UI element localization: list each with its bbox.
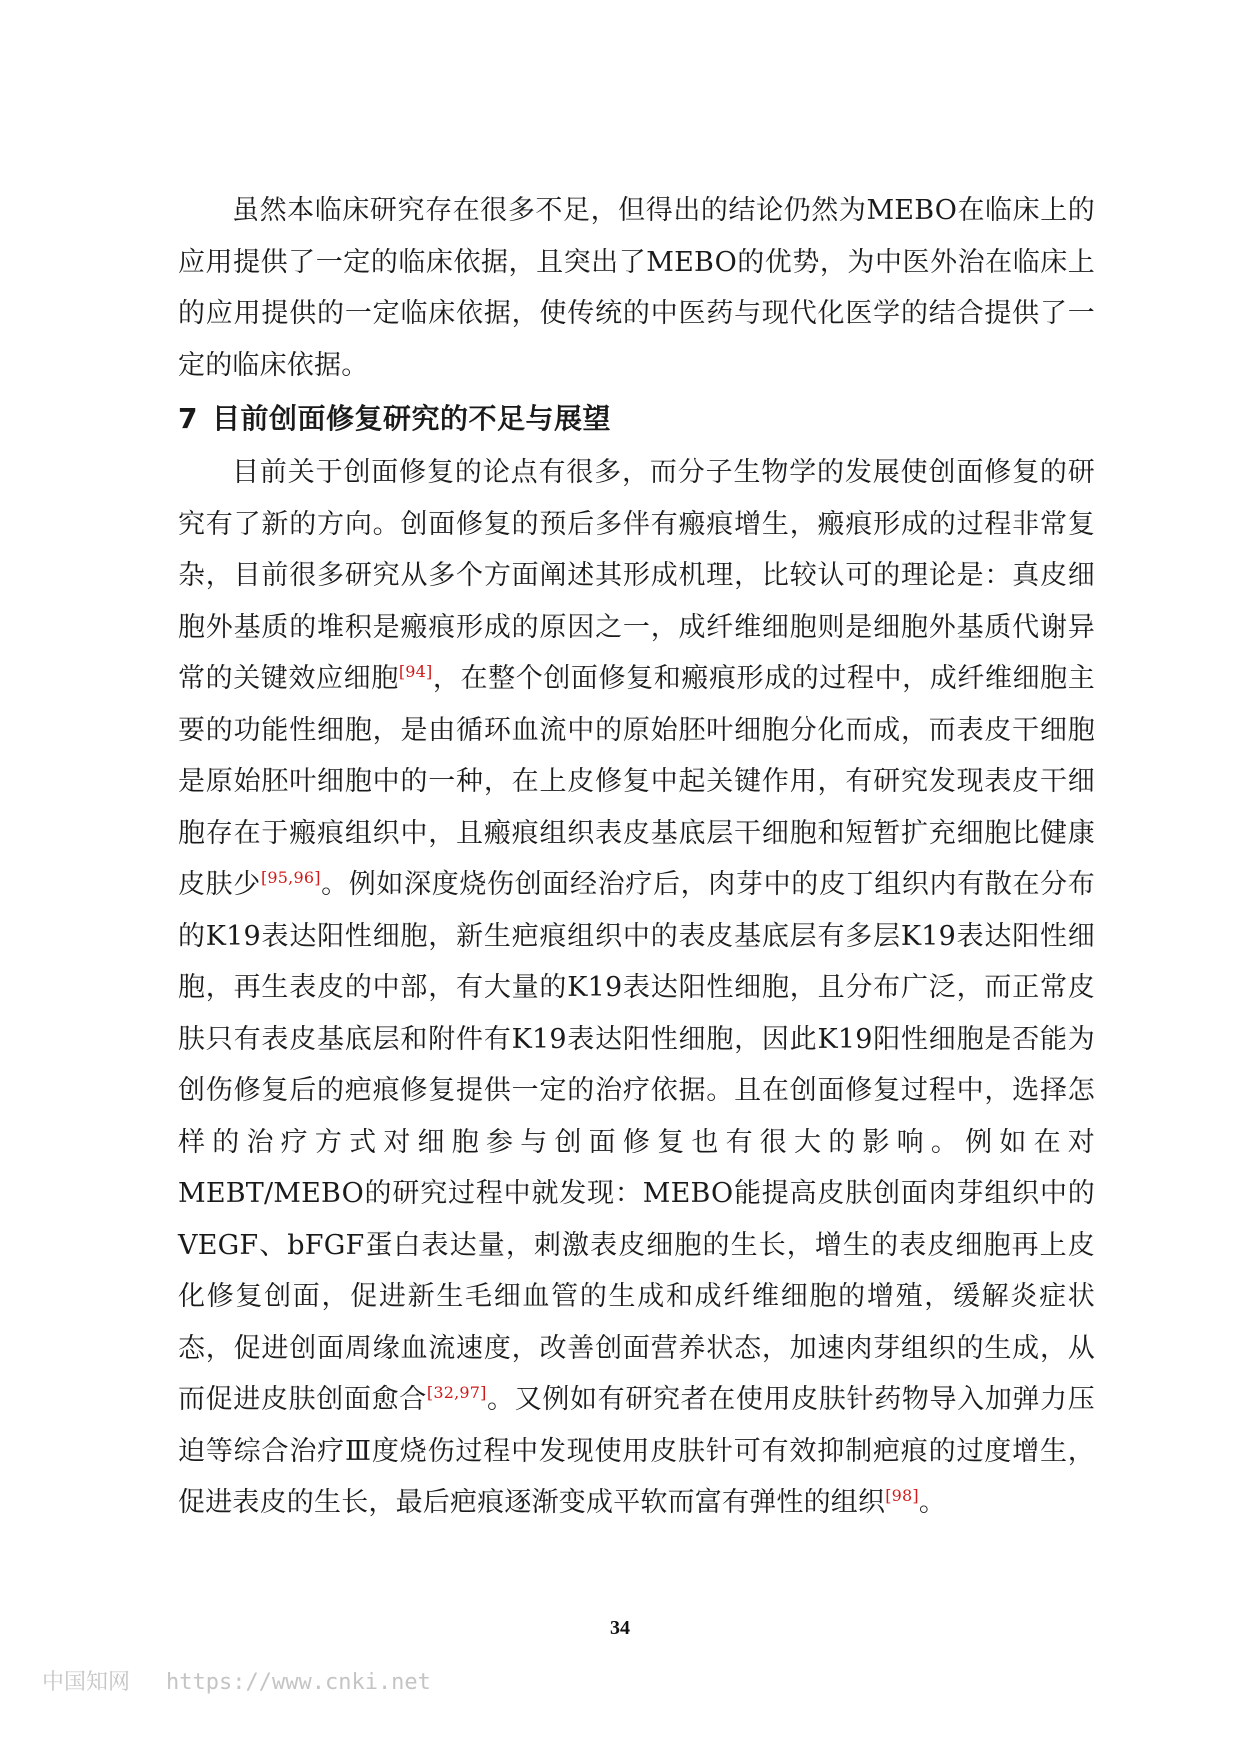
section-heading [178,391,1095,447]
paragraph-text: ，在整个创面修复和瘢痕形成的过程中，成纤维细胞主要的功能性细胞，是由循环血流中的原始胚叶细胞分化而成，而表皮干细胞是原始胚叶细胞中的一种，在上皮修复中起关键作用，有研究发现表皮干细胞存在于瘢痕组织中，且瘢痕组织表皮基底层干细胞和短暂扩充细胞比健康皮肤少 [178,663,1095,900]
paragraph-text: 。又例如有研究者在使用皮肤针药物导入加弹力压迫等综合治疗Ⅲ度烧伤过程中发现使用皮肤针可有效抑制疤痕的过度增生，促进表皮的生长，最后疤痕逐渐变成平软而富有弹性的组织 [178,1384,1095,1518]
paragraph-text: 。例如深度烧伤创面经治疗后，肉芽中的皮丁组织内有散在分布的K19表达阳性细胞，新生疤痕组织中的表皮基底层有多层K19表达阳性细胞，再生表皮的中部，有大量的K19表达阳性细胞，且分布广泛，而正常皮肤只有表皮基底层和附件有K19表达阳性细胞，因此K19阳性细胞是否能为创伤修复后的疤痕修复提供一定的治疗依据。且在创面修复过程中，选择怎样的治疗方式对细胞参与创面修复也有很大的影响。例如在对MEBT/MEBO的研究过程中就发现：MEBO能提高皮肤创面肉芽组织中的VEGF、bFGF蛋白表达量，刺激表皮细胞的生长，增生的表皮细胞再上皮化修复创面，促进新生毛细血管的生成和成纤维细胞的增殖，缓解炎症状态，促进创面周缘血流速度，改善创面营养状态，加速肉芽组织的生成，从而促进皮肤创面愈合 [178,869,1095,1415]
page-number: 34 [610,1617,630,1639]
watermark [42,1665,431,1696]
citation-link[interactable]: [98] [885,1486,919,1505]
citation-link[interactable]: [94] [398,662,433,681]
watermark-brand: 中国知网 [42,1670,131,1695]
section-number: 7 [178,402,198,435]
paragraph-text: 。 [918,1487,947,1518]
paragraph-outlook [178,447,1095,1529]
paragraph-conclusion: 虽然本临床研究存在很多不足，但得出的结论仍然为MEBO在临床上的应用提供了一定的临床依据，且突出了MEBO的优势，为中医外治在临床上的应用提供的一定临床依据，使传统的中医药与现代化医学的结合提供了一定的临床依据。 [178,195,1095,381]
section-title: 目前创面修复研究的不足与展望 [211,402,611,435]
page-body [178,185,1095,1529]
watermark-url: https://www.cnki.net [166,1670,431,1695]
citation-link[interactable]: [95,96] [260,868,321,887]
citation-link[interactable]: [32,97] [426,1383,487,1402]
paragraph-text: 目前关于创面修复的论点有很多，而分子生物学的发展使创面修复的研究有了新的方向。创面修复的预后多伴有瘢痕增生，瘢痕形成的过程非常复杂，目前很多研究从多个方面阐述其形成机理，比较认可的理论是：真皮细胞外基质的堆积是瘢痕形成的原因之一，成纤维细胞则是细胞外基质代谢异常的关键效应细胞 [178,457,1095,694]
